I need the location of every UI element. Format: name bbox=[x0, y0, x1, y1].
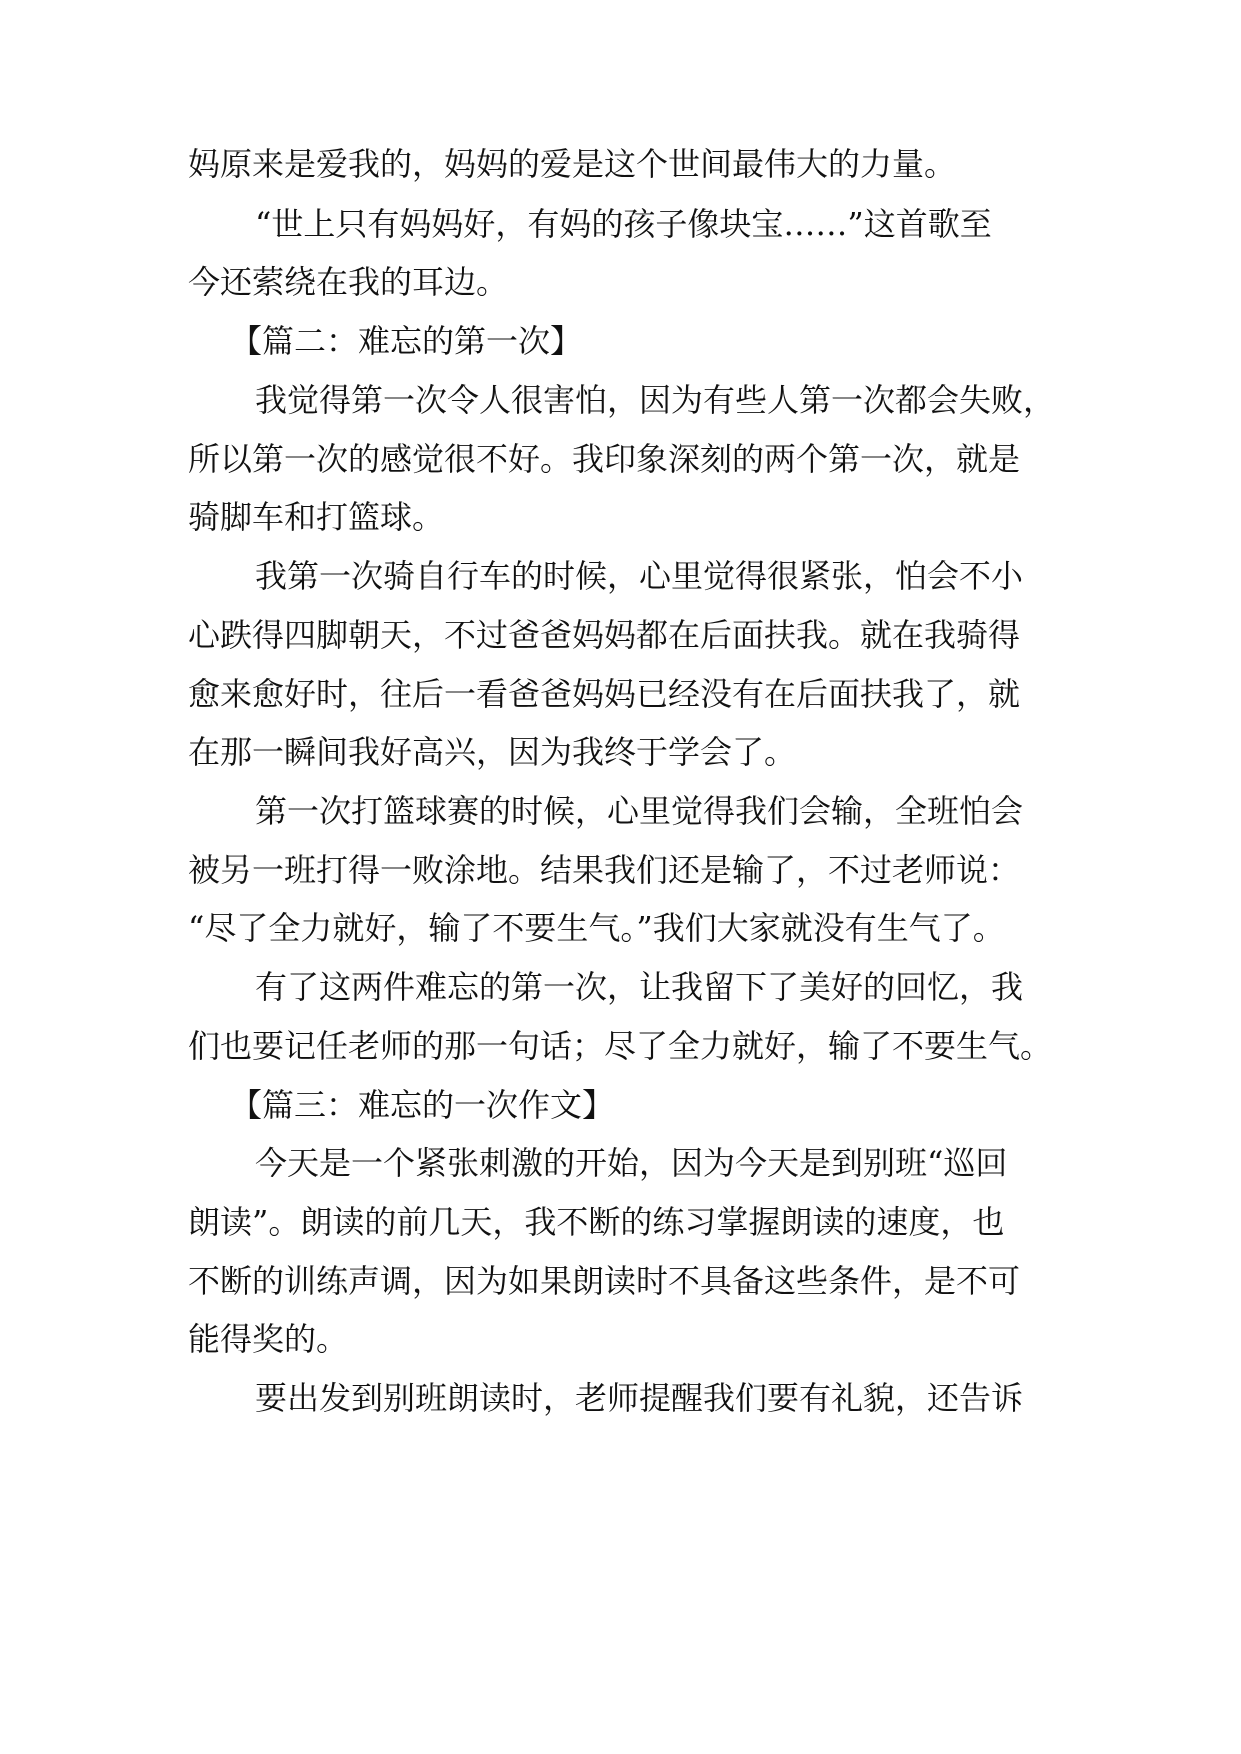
text-line bbox=[0, 962, 1241, 1012]
text-line bbox=[0, 551, 1241, 601]
line-text: 我觉得第一次令人很害怕，因为有些人第一次都会失败， bbox=[255, 381, 1056, 419]
text-line bbox=[0, 434, 1241, 484]
line-text: 不断的训练声调，因为如果朗读时不具备这些条件，是不可 bbox=[188, 1262, 1021, 1300]
text-line bbox=[0, 786, 1241, 836]
line-text: 心跌得四脚朝天，不过爸爸妈妈都在后面扶我。就在我骑得 bbox=[188, 616, 1021, 654]
text-line bbox=[0, 1256, 1241, 1306]
text-line bbox=[0, 199, 1241, 249]
line-text: 骑脚车和打篮球。 bbox=[188, 498, 445, 536]
line-text: “尽了全力就好，输了不要生气。”我们大家就没有生气了。 bbox=[188, 909, 1005, 947]
section-heading bbox=[0, 1080, 1241, 1130]
text-line bbox=[0, 1373, 1241, 1423]
line-text: 所以第一次的感觉很不好。我印象深刻的两个第一次，就是 bbox=[188, 440, 1021, 478]
line-text: 我第一次骑自行车的时候，心里觉得很紧张，怕会不小 bbox=[255, 557, 1024, 595]
text-line bbox=[0, 727, 1241, 777]
text-line bbox=[0, 1197, 1241, 1247]
heading-text: 【篇二：难忘的第一次】 bbox=[230, 322, 583, 360]
text-line bbox=[0, 257, 1241, 307]
heading-text: 【篇三：难忘的一次作文】 bbox=[230, 1086, 615, 1124]
section-heading bbox=[0, 316, 1241, 366]
text-line bbox=[0, 1021, 1241, 1071]
line-text: 们也要记任老师的那一句话；尽了全力就好，输了不要生气。 bbox=[188, 1027, 1053, 1065]
line-text: 第一次打篮球赛的时候，心里觉得我们会输，全班怕会 bbox=[255, 792, 1024, 830]
text-line bbox=[0, 375, 1241, 425]
line-text: 愈来愈好时，往后一看爸爸妈妈已经没有在后面扶我了，就 bbox=[188, 675, 1021, 713]
line-text: 妈原来是爱我的，妈妈的爱是这个世间最伟大的力量。 bbox=[188, 145, 957, 183]
line-text: 被另一班打得一败涂地。结果我们还是输了，不过老师说： bbox=[188, 851, 1021, 889]
text-line bbox=[0, 139, 1241, 189]
line-text: 今天是一个紧张刺激的开始，因为今天是到别班“巡回 bbox=[255, 1144, 1008, 1182]
line-text: 在那一瞬间我好高兴，因为我终于学会了。 bbox=[188, 733, 797, 771]
text-line bbox=[0, 1314, 1241, 1364]
text-line bbox=[0, 492, 1241, 542]
line-text: 有了这两件难忘的第一次，让我留下了美好的回忆，我 bbox=[255, 968, 1024, 1006]
line-text: 能得奖的。 bbox=[188, 1320, 349, 1358]
line-text: 要出发到别班朗读时，老师提醒我们要有礼貌，还告诉 bbox=[255, 1379, 1024, 1417]
text-line bbox=[0, 903, 1241, 953]
text-line bbox=[0, 669, 1241, 719]
line-text: 今还萦绕在我的耳边。 bbox=[188, 263, 509, 301]
text-line bbox=[0, 610, 1241, 660]
line-text: “世上只有妈妈好，有妈的孩子像块宝……”这首歌至 bbox=[255, 205, 992, 243]
text-line bbox=[0, 845, 1241, 895]
line-text: 朗读”。朗读的前几天，我不断的练习掌握朗读的速度，也 bbox=[188, 1203, 1005, 1241]
text-line bbox=[0, 1138, 1241, 1188]
